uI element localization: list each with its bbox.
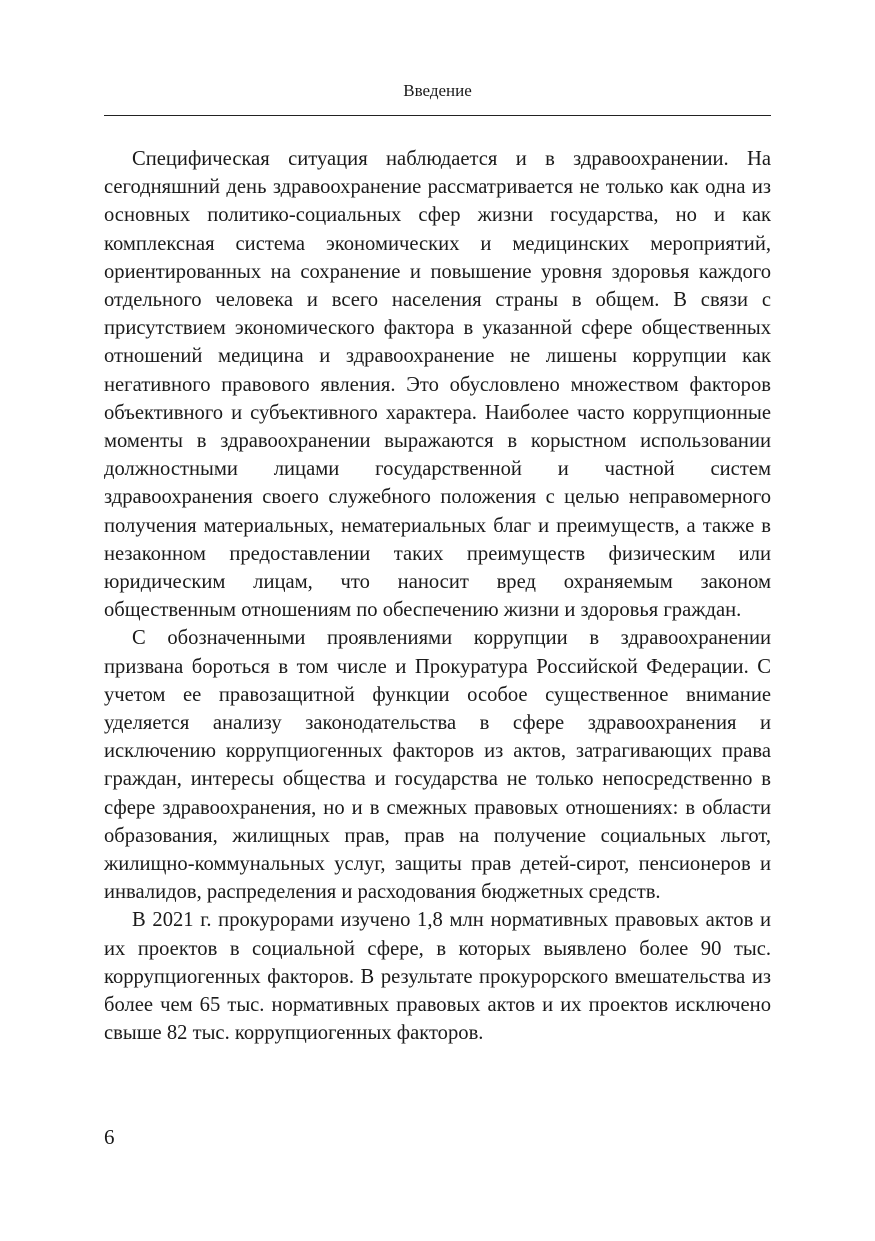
running-header: Введение [403,81,472,100]
page-number: 6 [104,1125,115,1149]
paragraph-2: С обозначенными проявлениями коррупции в здравоохранении призвана бороться в том числе и Прокуратура Российской Федерации. С учетом ее правозащитной функции особое существенное внимание уделяется анализу законодательства в сфере здравоохранения и исключению коррупциогенных факторов из актов, затрагивающих права граждан, интересы общества и государства не только непосредственно в сфере здравоохранения, но и в смежных правовых отношениях: в области образования, жилищных прав, прав на получение социальных льгот, жилищно-коммунальных услуг, защиты прав детей-сирот, пенсионеров и инвалидов, распределения и расходования бюджетных средств. [104,627,771,904]
paragraph-3: В 2021 г. прокурорами изучено 1,8 млн нормативных правовых актов и их проектов в социальной сфере, в которых выявлено более 90 тыс. коррупциогенных факторов. В результате прокурорского вмешательства из более чем 65 тыс. нормативных правовых актов и их проектов исключено свыше 82 тыс. коррупциогенных факторов. [104,909,771,1045]
paragraph-1: Специфическая ситуация наблюдается и в здравоохранении. На сегодняшний день здравоохранение рассматривается не только как одна из основных политико-социальных сфер жизни государства, но и как комплексная система экономических и медицинских мероприятий, ориентированных на сохранение и повышение уровня здоровья каждого отдельного человека и всего населения страны в общем. В связи с присутствием экономического фактора в указанной сфере общественных отношений медицина и здравоохранение не лишены коррупции как негативного правового явления. Это обусловлено множеством факторов объективного и субъективного характера. Наиболее часто коррупционные моменты в здравоохранении выражаются в корыстном использовании должностными лицами государственной и частной систем здравоохранения своего служебного положения с целью неправомерного получения материальных, нематериальных благ и преимуществ, а также в незаконном предоставлении таких преимуществ физическим или юридическим лицам, что наносит вред охраняемым законом общественным отношениям по обеспечению жизни и здоровья граждан. [104,148,771,622]
page-body [104,145,771,1048]
header-rule [104,115,771,116]
